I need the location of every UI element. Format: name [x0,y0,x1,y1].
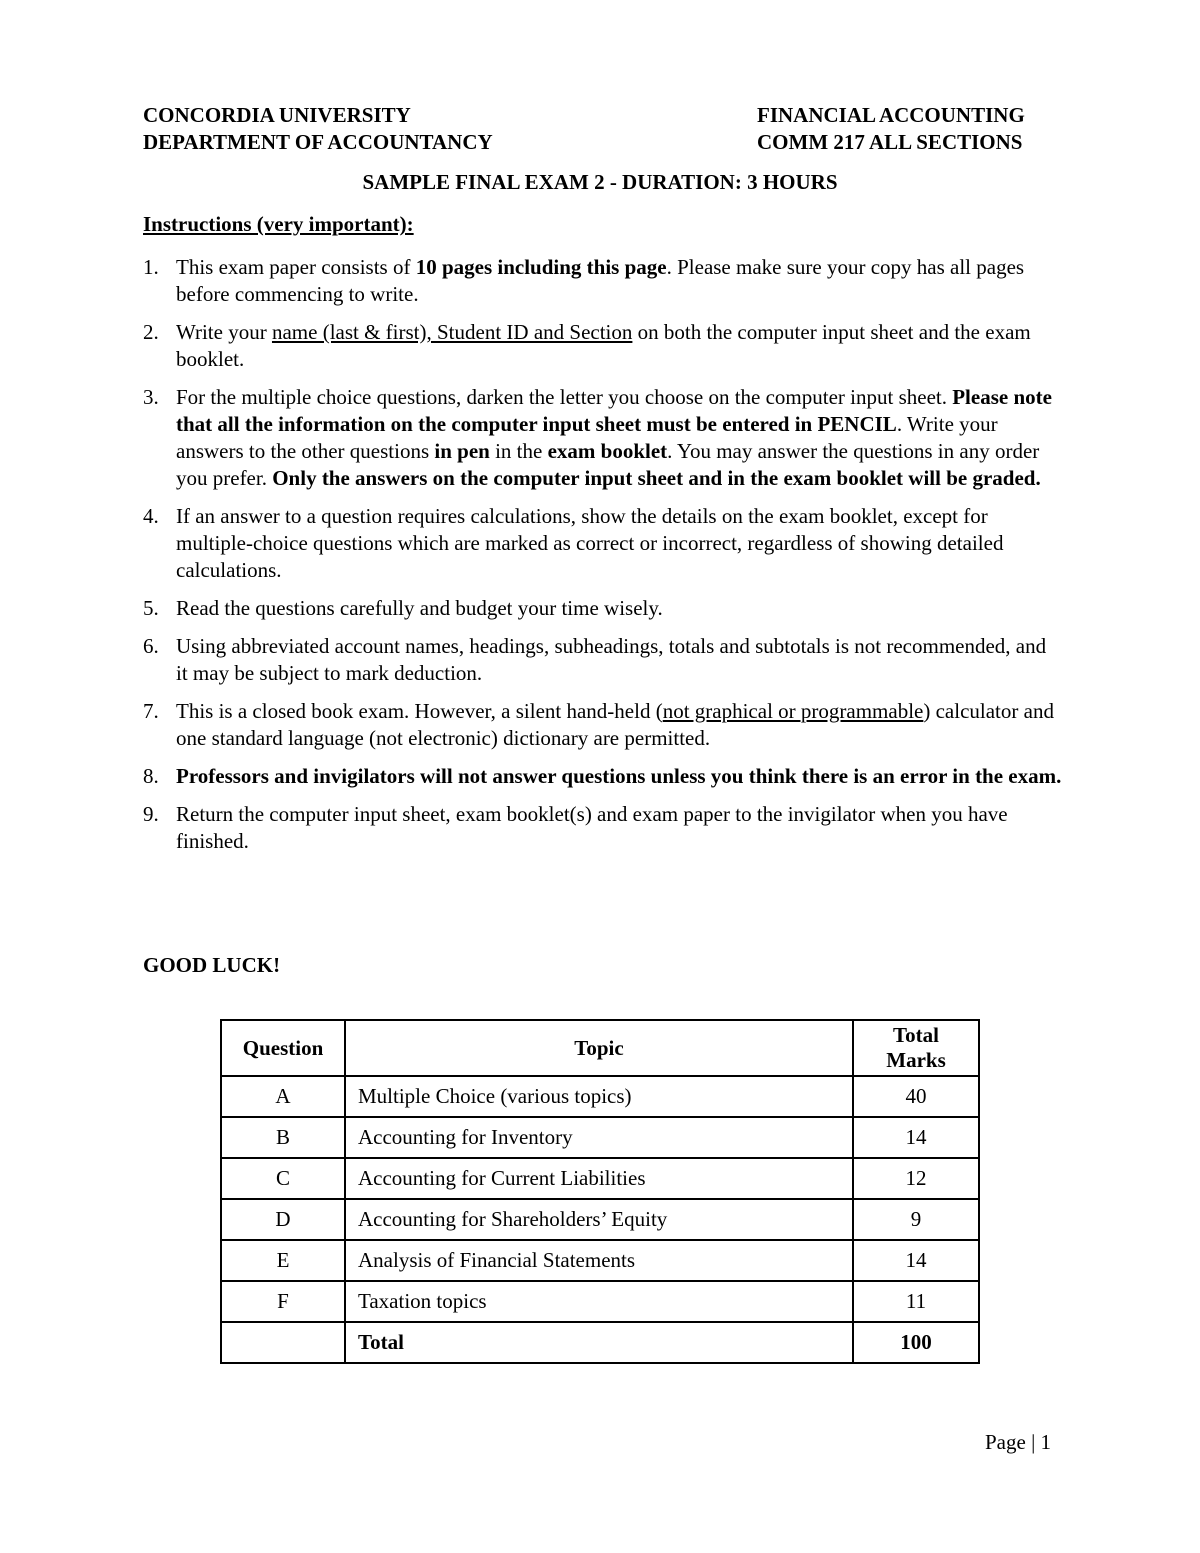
table-total-row [221,1322,979,1363]
table-row [221,1199,979,1240]
instruction-text: If an answer to a question requires calculations, show the details on the exam booklet, except for multiple-choice questions which are marked as correct or incorrect, regardless of showing detailed calculations. [176,504,1004,582]
page-number: Page | 1 [985,1430,1052,1454]
instruction-number: 8. [143,764,159,788]
instruction-text: name (last & first), Student ID and Section [271,320,633,344]
instruction-text: Professors and invigilators will not answer questions unless you think there is an error in the exam. [176,764,1062,788]
instruction-text: Write your [176,320,272,344]
total-label-cell: Total [345,1322,853,1363]
instruction-number: 3. [143,385,159,409]
table-header-row [221,1020,979,1076]
instruction-number: 9. [143,802,159,826]
table-row [221,1240,979,1281]
topic-cell: Analysis of Financial Statements [345,1240,853,1281]
instruction-text: Read the questions carefully and budget your time wisely. [176,596,663,620]
instruction-number: 4. [143,504,159,528]
instruction-number: 2. [143,320,159,344]
instruction-text: Only the answers on the computer input sheet and in the exam booklet will be graded. [272,466,1041,490]
instructions-list [143,254,1063,866]
instruction-text: in the [489,439,548,463]
instruction-text: not graphical or programmable [662,699,924,723]
university-name: CONCORDIA UNIVERSITY [143,103,411,127]
total-question-cell [221,1322,345,1363]
instruction-item [143,254,1063,308]
instruction-text: exam booklet [547,439,668,463]
instruction-item [143,801,1063,855]
total-marks-cell: 100 [853,1322,979,1363]
instruction-item [143,319,1063,373]
instruction-text: 10 pages including this page [415,255,667,279]
header-marks-line2: Marks [886,1048,946,1072]
marks-cell: 12 [853,1158,979,1199]
question-cell: C [221,1158,345,1199]
instruction-text: on both the computer input sheet and the exam booklet. [176,320,1031,371]
question-cell: B [221,1117,345,1158]
instruction-number: 6. [143,634,159,658]
topic-cell: Multiple Choice (various topics) [345,1076,853,1117]
table-row [221,1076,979,1117]
instruction-item [143,633,1063,687]
instruction-item [143,384,1063,492]
marks-cell: 11 [853,1281,979,1322]
instruction-item [143,763,1063,790]
instruction-text: This exam paper consists of [176,255,416,279]
instruction-text: This is a closed book exam. However, a silent hand-held ( [176,699,663,723]
header-topic: Topic [345,1020,853,1076]
exam-title: SAMPLE FINAL EXAM 2 - DURATION: 3 HOURS [362,170,838,194]
topic-cell: Taxation topics [345,1281,853,1322]
marks-cell: 40 [853,1076,979,1117]
topic-cell: Accounting for Inventory [345,1117,853,1158]
instruction-text: . Please make sure your copy has all pages before commencing to write. [176,255,1025,306]
course-sections: COMM 217 ALL SECTIONS [757,130,1023,154]
university-header [143,102,493,156]
course-header [757,102,1025,156]
question-cell: D [221,1199,345,1240]
instruction-text: Please note that all the information on the computer input sheet must be entered in PENCIL [176,385,1052,436]
question-cell: E [221,1240,345,1281]
marks-table [220,1019,980,1364]
table-row [221,1158,979,1199]
instruction-number: 1. [143,255,159,279]
table-row [221,1281,979,1322]
marks-cell: 14 [853,1117,979,1158]
instruction-text: . You may answer the questions in any order you prefer. [176,439,1040,490]
instruction-text: For the multiple choice questions, darken the letter you choose on the computer input sheet. [176,385,953,409]
marks-cell: 9 [853,1199,979,1240]
header-total-marks [853,1020,979,1076]
question-cell: F [221,1281,345,1322]
instruction-item [143,595,1063,622]
instruction-number: 5. [143,596,159,620]
department-name: DEPARTMENT OF ACCOUNTANCY [143,130,493,154]
header-marks-line1: Total [893,1023,939,1047]
instruction-text: Using abbreviated account names, headings, subheadings, totals and subtotals is not recommended, and it may be subject to mark deduction. [176,634,1047,685]
course-name: FINANCIAL ACCOUNTING [757,103,1025,127]
header-question: Question [221,1020,345,1076]
instruction-text: ) calculator and one standard language (not electronic) dictionary are permitted. [176,699,1054,750]
instruction-item [143,698,1063,752]
instruction-text: . Write your answers to the other questions [176,412,998,463]
marks-cell: 14 [853,1240,979,1281]
instruction-text: Return the computer input sheet, exam booklet(s) and exam paper to the invigilator when you have finished. [176,802,1008,853]
question-cell: A [221,1076,345,1117]
instructions-heading: Instructions (very important): [143,212,414,236]
instruction-text: in pen [434,439,490,463]
table-row [221,1117,979,1158]
topic-cell: Accounting for Current Liabilities [345,1158,853,1199]
instruction-number: 7. [143,699,159,723]
good-luck: GOOD LUCK! [143,953,281,977]
topic-cell: Accounting for Shareholders’ Equity [345,1199,853,1240]
instruction-item [143,503,1063,584]
